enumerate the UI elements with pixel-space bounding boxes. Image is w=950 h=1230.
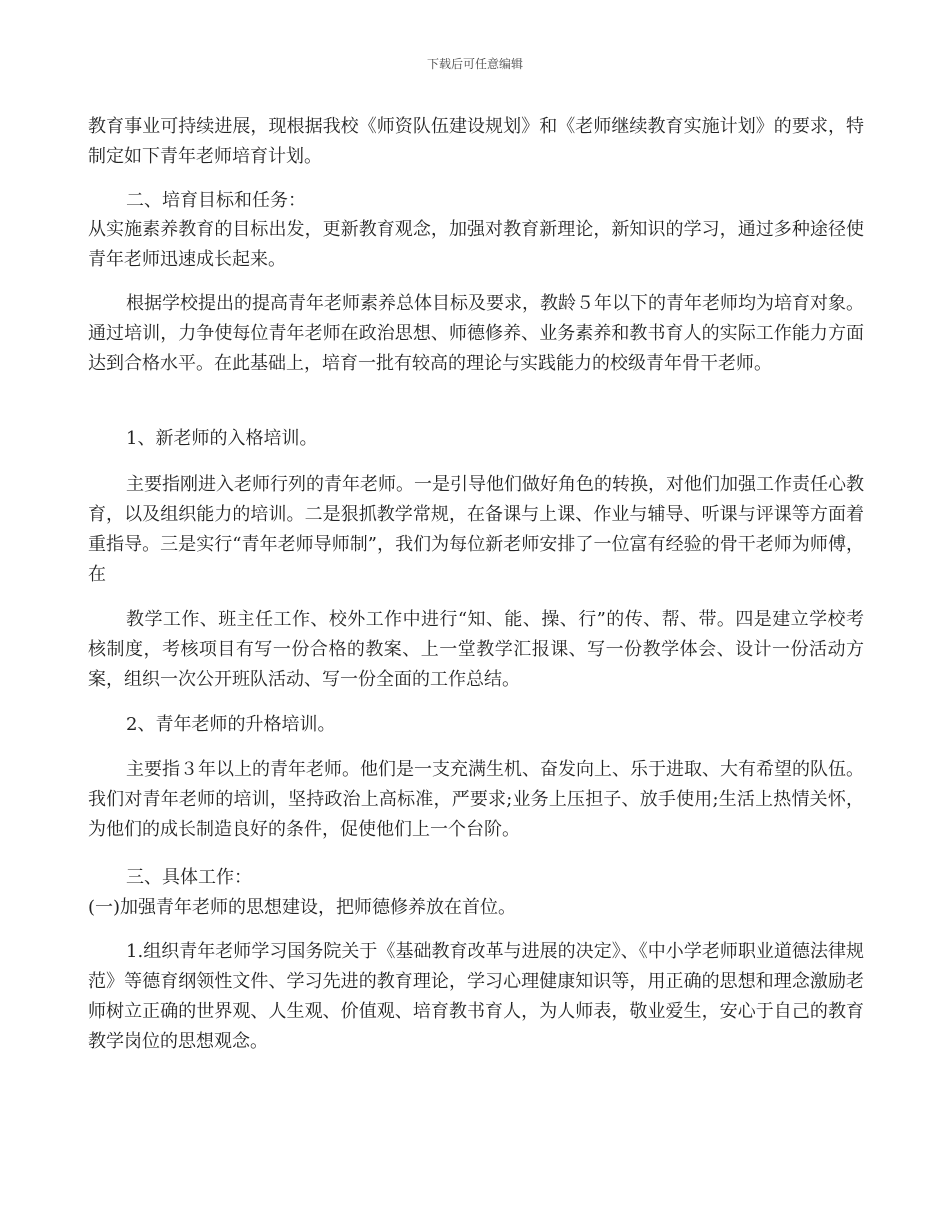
paragraph-ethics-study: 1.组织青年老师学习国务院关于《基础教育改革与进展的决定》、《中小学老师职业道德法律规范》等德育纲领性文件、学习先进的教育理论，学习心理健康知识等，用正确的思想和理念激励老师树立正确的世界观、人生观、价值观、培育教书育人，为人师表，敬业爱生，安心于自己的教育教学岗位的思想观念。 [88, 941, 864, 1052]
paragraph-intro: 教育事业可持续进展，现根据我校《师资队伍建设规划》和《老师继续教育实施计划》的要求，特制定如下青年老师培育计划。 [88, 116, 864, 167]
paragraph-upgrade-training: 主要指３年以上的青年老师。他们是一支充满生机、奋发向上、乐于进取、大有希望的队伍。我们对青年老师的培训，坚持政治上高标准，严要求;业务上压担子、放手使用;生活上热情关怀，为他们的成长制造良好的条件，促使他们上一个台阶。 [88, 759, 864, 840]
subheading-ethics: (一)加强青年老师的思想建设，把师德修养放在首位。 [88, 897, 517, 918]
paragraph-mentoring: 教学工作、班主任工作、校外工作中进行“知、能、操、行”的传、帮、带。四是建立学校考核制度，考核项目有写一份合格的教案、上一堂教学汇报课、写一份教学体会、设计一份活动方案，组织一次公开班队活动、写一份全面的工作总结。 [88, 609, 864, 690]
section-heading-specific-work: 三、具体工作： [126, 867, 252, 888]
paragraph-new-teacher-training: 主要指刚进入老师行列的青年老师。一是引导他们做好角色的转换，对他们加强工作责任心教育，以及组织能力的培训。二是狠抓教学常规，在备课与上课、作业与辅导、听课与评课等方面着重指导。三是实行“青年老师导师制”，我们为每位新老师安排了一位富有经验的骨干老师为师傅，在 [88, 474, 864, 585]
page-header-note: 下载后可任意编辑 [426, 57, 523, 71]
subheading-upgrade-training: 2、青年老师的升格培训。 [126, 714, 336, 735]
paragraph-targets: 根据学校提出的提高青年老师素养总体目标及要求，教龄５年以下的青年老师均为培育对象。通过培训，力争使每位青年老师在政治思想、师德修养、业务素养和教书育人的实际工作能力方面达到合格水平。在此基础上，培育一批有较高的理论与实践能力的校级青年骨干老师。 [88, 293, 864, 374]
subheading-new-teacher-training: 1、新老师的入格培训。 [126, 428, 318, 449]
paragraph-goals: 从实施素养教育的目标出发，更新教育观念，加强对教育新理论，新知识的学习，通过多种途径使青年老师迅速成长起来。 [88, 219, 864, 270]
section-heading-goals: 二、培育目标和任务： [126, 190, 306, 211]
